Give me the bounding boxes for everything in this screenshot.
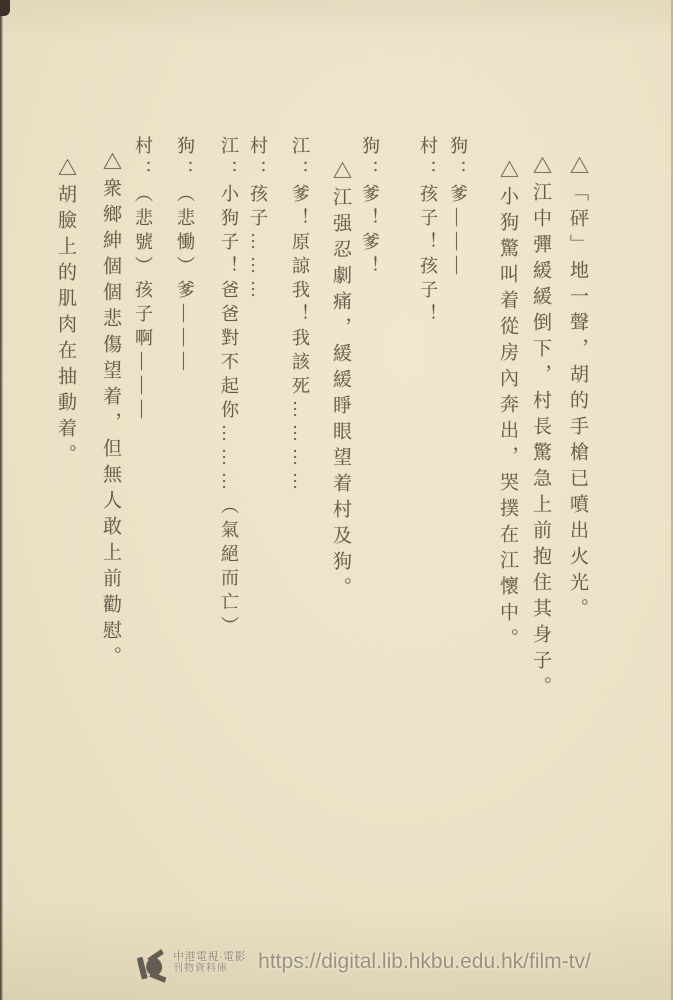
scan-left-edge [0,0,3,1000]
script-column: 村：孩子！孩子！ [418,136,438,328]
script-column: 狗：（悲慟）爹——— [175,136,195,376]
library-watermark [138,944,591,984]
script-column: △江强忍劇痛，緩緩睜眼望着村及狗。 [330,161,351,603]
script-column: 狗：爹！爹！ [360,136,380,280]
logo-caption-line1: 中港電視·電影 [173,951,247,963]
logo-caption [173,951,246,974]
script-column: △衆鄉紳個個悲傷望着，但無人敢上前勸慰。 [100,152,121,672]
script-column: 狗：爹——— [448,136,468,280]
script-column: 村：孩子……… [248,136,268,304]
script-column: △小狗驚叫着從房內奔出，哭撲在江懷中。 [497,160,518,654]
logo-caption-line2: 刊物資料庫 [173,963,228,974]
watermark-url: https://digital.lib.hkbu.edu.hk/film-tv/ [258,950,591,973]
film-light-logo-icon [136,947,170,986]
script-column: 江：爹！原諒我！我該死………… [290,136,310,496]
script-column: △胡臉上的肌肉在抽動着。 [55,158,76,470]
script-column: 村：（悲號）孩子啊——— [133,136,153,424]
script-column: 江：小狗子！爸爸對不起你………（氣絕而亡） [219,136,239,640]
scan-corner-mark [0,0,10,16]
script-column: △「砰」地一聲，胡的手槍已噴出火光。 [567,156,588,624]
script-column: △江中彈緩緩倒下，村長驚急上前抱住其身子。 [530,156,551,702]
